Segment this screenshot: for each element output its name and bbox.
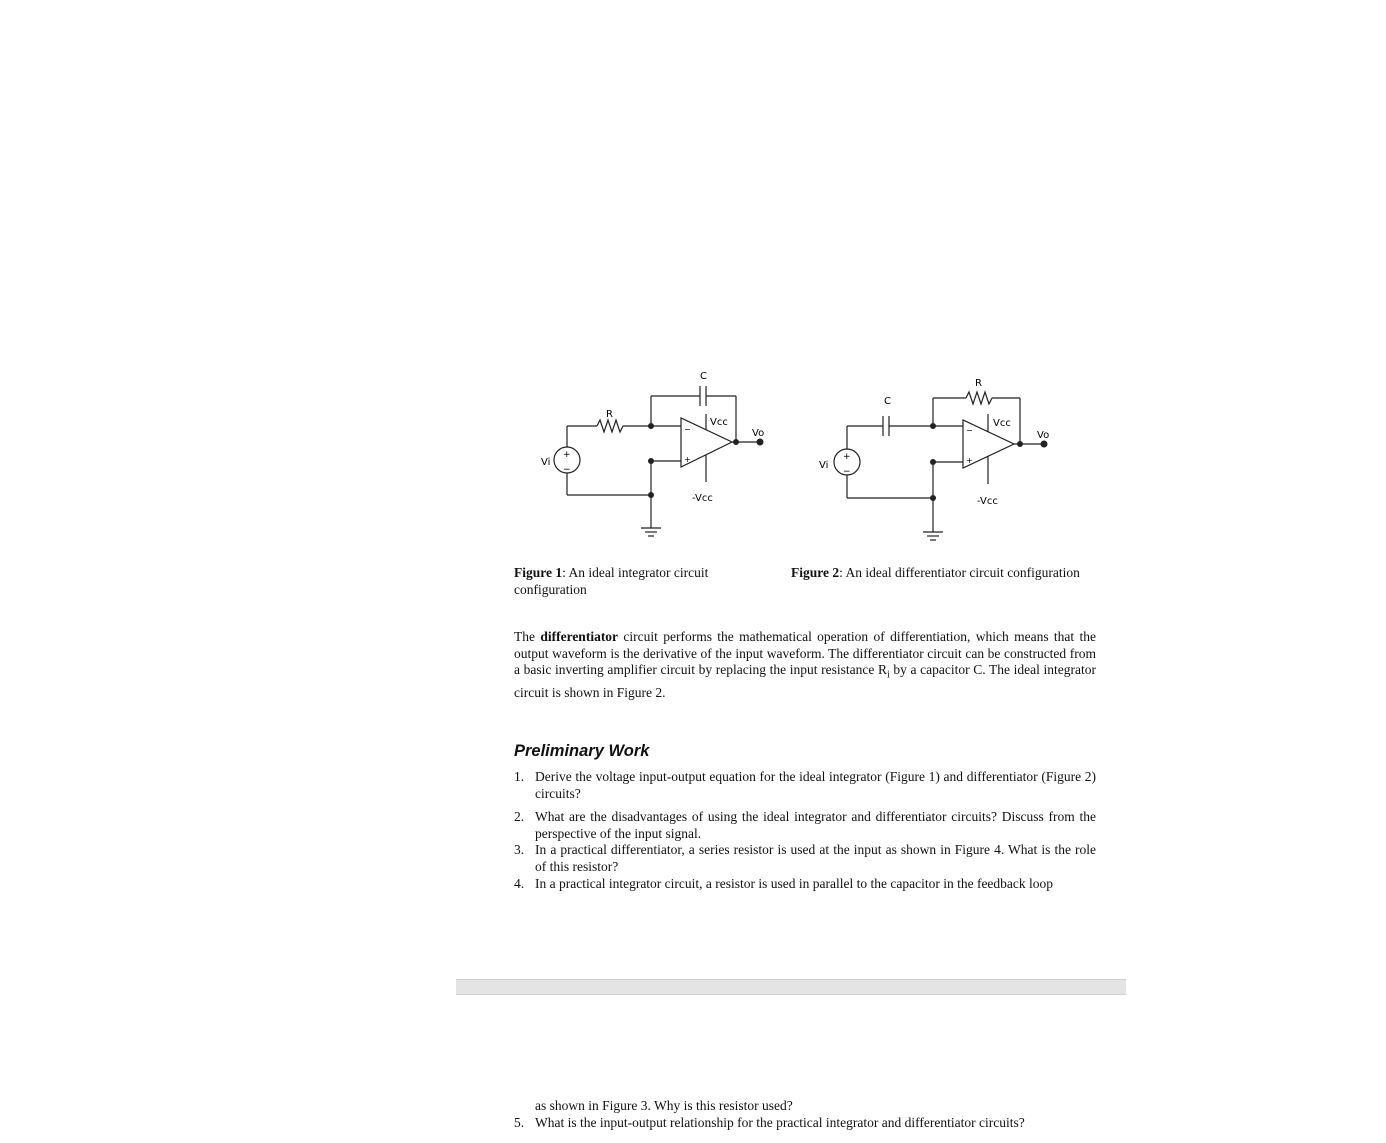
list-item-text: as shown in Figure 3. Why is this resistor used? — [535, 1098, 793, 1113]
vo-label: Vo — [752, 428, 765, 439]
opamp-minus-label: − — [684, 425, 691, 434]
list-item-text: What is the input-output relationship for the practical integrator and differentiator circuits? — [535, 1115, 1025, 1130]
figure-1-caption-text: : An ideal integrator circuit configuration — [514, 565, 709, 597]
list-item-4-continuation — [514, 1098, 1096, 1115]
vcc-label: Vcc — [993, 418, 1011, 429]
vi-label: Vi — [541, 457, 551, 468]
list-item-number: 2. — [514, 809, 525, 824]
page-break-divider — [456, 979, 1126, 995]
opamp-plus-label: + — [684, 455, 691, 464]
list-item-number: 1. — [514, 769, 525, 784]
list-item-number: 5. — [514, 1115, 525, 1130]
vi-label: Vi — [819, 460, 829, 471]
source-minus-label: − — [843, 467, 851, 477]
list-item-text: What are the disadvantages of using the ideal integrator and differentiator circuits? Discuss from the perspective of the input signal. — [535, 809, 1096, 841]
paragraph-bold-term: differentiator — [540, 629, 619, 644]
vcc-label: Vcc — [710, 417, 728, 428]
list-item-1 — [514, 769, 1096, 802]
list-item-3 — [514, 842, 1096, 875]
neg-vcc-label: -Vcc — [692, 493, 713, 504]
list-item-5 — [514, 1115, 1096, 1132]
paragraph-subscript: i — [886, 670, 890, 682]
figure-2-caption-label: Figure 2 — [791, 565, 840, 580]
paragraph-body-1: circuit performs the mathematical operation of differentiation, which means that the output waveform is the derivative of the input waveform. The differentiator circuit can be constructed from a basic inverting amplifier circuit by replacing the input resistance R — [514, 629, 1096, 678]
vo-label: Vo — [1037, 430, 1050, 441]
figure-1-caption-label: Figure 1 — [514, 565, 563, 580]
opamp-plus-label: + — [966, 456, 973, 465]
resistor-label: R — [975, 378, 982, 389]
neg-vcc-label: -Vcc — [977, 496, 998, 507]
differentiator-paragraph — [514, 629, 1096, 702]
capacitor-label: C — [884, 396, 891, 407]
figure-2-differentiator-diagram — [812, 368, 1062, 548]
source-minus-label: − — [563, 465, 571, 475]
list-item-2 — [514, 809, 1096, 842]
list-item-number: 3. — [514, 842, 525, 857]
source-plus-label: + — [843, 452, 851, 462]
opamp-minus-label: − — [966, 426, 973, 435]
resistor-label: R — [606, 409, 613, 420]
list-item-text: In a practical differentiator, a series resistor is used at the input as shown in Figure 4. What is the role of this resistor? — [535, 842, 1096, 874]
list-item-text: In a practical integrator circuit, a resistor is used in parallel to the capacitor in the feedback loop — [535, 876, 1054, 891]
list-item-number: 4. — [514, 876, 525, 891]
paragraph-intro: The — [514, 629, 541, 644]
figure-2-caption-text: : An ideal differentiator circuit configuration — [839, 565, 1080, 580]
preliminary-work-heading: Preliminary Work — [514, 742, 650, 760]
capacitor-label: C — [700, 371, 707, 382]
figure-2-caption — [791, 564, 1101, 581]
list-item-4 — [514, 876, 1096, 893]
source-plus-label: + — [563, 450, 571, 460]
list-item-text: Derive the voltage input-output equation for the ideal integrator (Figure 1) and differentiator (Figure 2) circuits? — [535, 769, 1096, 801]
paragraph-body-2: by a capacitor C. The ideal integrator circuit is shown in Figure 2. — [514, 662, 1097, 700]
figure-1-caption — [514, 564, 729, 598]
figure-1-integrator-diagram — [530, 360, 780, 545]
